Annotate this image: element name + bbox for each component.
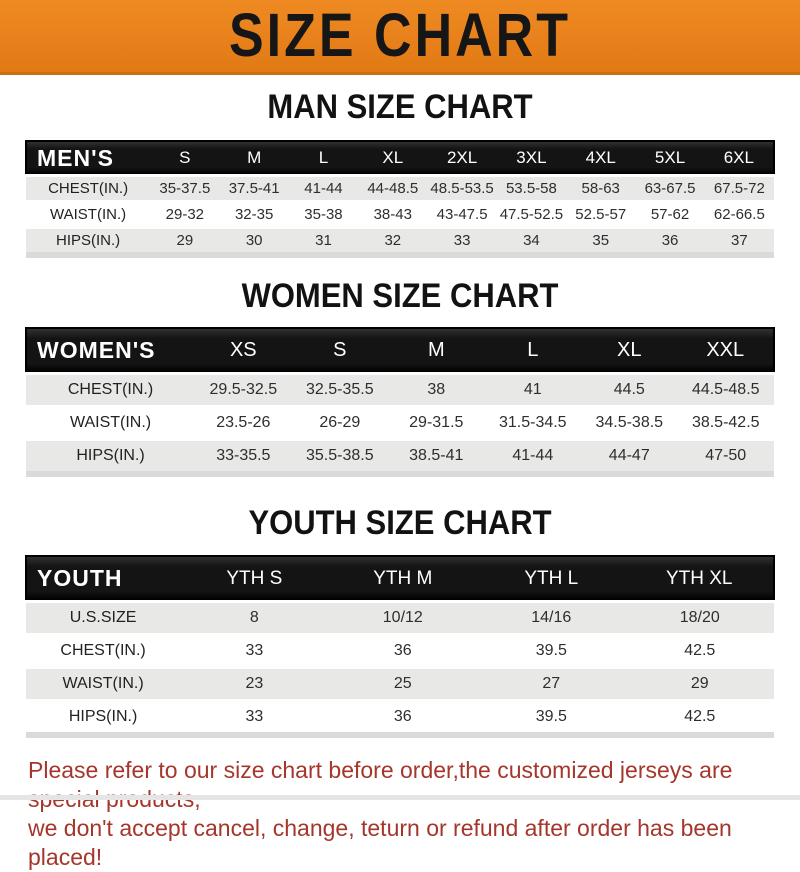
youth-section-title: YOUTH SIZE CHART bbox=[248, 503, 552, 542]
size-value: 38 bbox=[427, 381, 446, 398]
footer-line-1: Please refer to our size chart before order,the customized jerseys are bbox=[28, 757, 733, 783]
size-value: 47-50 bbox=[705, 447, 747, 464]
size-value: 47.5-52.5 bbox=[499, 206, 564, 223]
women-table-row bbox=[26, 407, 774, 440]
size-value: 44-47 bbox=[608, 447, 650, 464]
size-value: 41 bbox=[523, 381, 542, 398]
size-value: 62-66.5 bbox=[713, 206, 765, 223]
banner bbox=[0, 0, 800, 75]
men-size-column-header: 3XL bbox=[497, 141, 566, 176]
women-size-column-header: XL bbox=[581, 328, 677, 374]
youth-table-row bbox=[26, 701, 774, 736]
size-value: 8 bbox=[249, 609, 259, 626]
row-label: HIPS(IN.) bbox=[68, 708, 138, 725]
size-value: 37 bbox=[731, 232, 748, 249]
size-value: 32.5-35.5 bbox=[306, 381, 374, 398]
men-table-row bbox=[26, 176, 774, 202]
size-value: 23.5-26 bbox=[216, 414, 271, 431]
size-value: 34 bbox=[523, 232, 540, 249]
row-label: WAIST(IN.) bbox=[62, 675, 144, 692]
size-value: 38-43 bbox=[373, 206, 412, 223]
size-value: 44.5-48.5 bbox=[691, 381, 760, 398]
youth-table-row bbox=[26, 668, 774, 701]
size-value: 29 bbox=[690, 675, 709, 692]
size-value: 35 bbox=[592, 232, 610, 249]
men-size-column-header: 6XL bbox=[705, 141, 774, 176]
size-value: 44.5 bbox=[613, 381, 645, 398]
size-value: 18/20 bbox=[679, 609, 720, 626]
footer-note bbox=[28, 756, 776, 872]
size-value: 36 bbox=[393, 708, 412, 725]
size-value: 39.5 bbox=[535, 642, 567, 659]
size-value: 29.5-32.5 bbox=[209, 381, 278, 398]
men-size-column-header: L bbox=[289, 141, 358, 176]
man-section-title: MAN SIZE CHART bbox=[267, 87, 533, 126]
bottom-strip bbox=[0, 795, 800, 800]
size-value: 29-32 bbox=[165, 206, 205, 223]
size-value: 58-63 bbox=[581, 180, 620, 197]
youth-size-column-header: YTH XL bbox=[626, 556, 774, 602]
row-label: U.S.SIZE bbox=[69, 609, 137, 626]
size-value: 67.5-72 bbox=[713, 180, 765, 197]
women-size-column-header: L bbox=[485, 328, 581, 374]
size-value: 57-62 bbox=[650, 206, 690, 223]
men-size-table bbox=[25, 140, 775, 258]
size-value: 43-47.5 bbox=[436, 206, 488, 223]
size-value: 35-37.5 bbox=[159, 180, 211, 197]
women-size-column-header: XS bbox=[195, 328, 291, 374]
size-value: 29-31.5 bbox=[409, 414, 464, 431]
size-value: 14/16 bbox=[531, 609, 572, 626]
size-value: 35-38 bbox=[304, 206, 343, 223]
men-size-column-header: S bbox=[150, 141, 219, 176]
youth-size-column-header: YTH M bbox=[329, 556, 477, 602]
size-value: 42.5 bbox=[684, 642, 716, 659]
row-label: HIPS(IN.) bbox=[56, 232, 121, 249]
banner-title: SIZE CHART bbox=[229, 1, 571, 71]
youth-size-column-header: YTH S bbox=[180, 556, 328, 602]
size-value: 34.5-38.5 bbox=[595, 414, 664, 431]
men-table-row bbox=[26, 228, 774, 256]
row-label: CHEST(IN.) bbox=[67, 381, 154, 398]
size-value: 38.5-42.5 bbox=[691, 414, 760, 431]
footer-line-2: we don't accept cancel, change, teturn or refund after order has been placed! bbox=[28, 815, 732, 870]
size-value: 39.5 bbox=[535, 708, 567, 725]
size-value: 31 bbox=[315, 232, 332, 249]
youth-table-row bbox=[26, 602, 774, 635]
row-label: WAIST(IN.) bbox=[69, 414, 152, 431]
men-size-column-header: 4XL bbox=[566, 141, 635, 176]
size-value: 31.5-34.5 bbox=[498, 414, 567, 431]
men-header-row bbox=[26, 141, 774, 176]
youth-size-column-header: YTH L bbox=[477, 556, 625, 602]
size-value: 27 bbox=[542, 675, 561, 692]
size-value: 33 bbox=[245, 642, 264, 659]
youth-table-row bbox=[26, 635, 774, 668]
women-size-column-header: XXL bbox=[678, 328, 775, 374]
youth-size-table bbox=[25, 555, 775, 738]
women-size-column-header: S bbox=[292, 328, 388, 374]
size-value: 42.5 bbox=[684, 708, 716, 725]
men-corner-label: MEN'S bbox=[26, 141, 150, 176]
size-value: 37.5-41 bbox=[228, 180, 280, 197]
size-value: 33-35.5 bbox=[216, 447, 271, 464]
men-size-column-header: XL bbox=[358, 141, 427, 176]
size-value: 63-67.5 bbox=[644, 180, 696, 197]
size-value: 32-35 bbox=[234, 206, 274, 223]
size-value: 38.5-41 bbox=[409, 447, 464, 464]
youth-header-row bbox=[26, 556, 774, 602]
size-value: 48.5-53.5 bbox=[430, 180, 494, 197]
women-corner-label: WOMEN'S bbox=[26, 328, 195, 374]
men-size-column-header: 2XL bbox=[427, 141, 496, 176]
row-label: CHEST(IN.) bbox=[60, 642, 146, 659]
men-table-row bbox=[26, 202, 774, 228]
women-size-column-header: M bbox=[388, 328, 484, 374]
size-value: 26-29 bbox=[319, 414, 361, 431]
women-table-row bbox=[26, 440, 774, 475]
women-size-table bbox=[25, 327, 775, 477]
women-section-title: WOMEN SIZE CHART bbox=[241, 276, 559, 315]
row-label: CHEST(IN.) bbox=[48, 180, 129, 197]
size-value: 41-44 bbox=[304, 180, 343, 197]
women-table-row bbox=[26, 374, 774, 407]
size-value: 44-48.5 bbox=[367, 180, 419, 197]
men-size-column-header: M bbox=[220, 141, 289, 176]
size-value: 10/12 bbox=[382, 609, 423, 626]
youth-corner-label: YOUTH bbox=[26, 556, 180, 602]
row-label: HIPS(IN.) bbox=[76, 447, 145, 464]
women-header-row bbox=[26, 328, 774, 374]
size-value: 25 bbox=[393, 675, 412, 692]
size-value: 33 bbox=[453, 232, 471, 249]
size-value: 41-44 bbox=[512, 447, 554, 464]
size-value: 29 bbox=[176, 232, 194, 249]
men-size-column-header: 5XL bbox=[635, 141, 704, 176]
size-value: 35.5-38.5 bbox=[306, 447, 374, 464]
size-value: 23 bbox=[245, 675, 264, 692]
row-label: WAIST(IN.) bbox=[50, 206, 127, 223]
size-value: 30 bbox=[245, 232, 263, 249]
size-value: 33 bbox=[245, 708, 264, 725]
size-value: 52.5-57 bbox=[575, 206, 627, 223]
size-value: 36 bbox=[661, 232, 679, 249]
size-value: 36 bbox=[393, 642, 412, 659]
size-value: 53.5-58 bbox=[505, 180, 557, 197]
size-value: 32 bbox=[384, 232, 402, 249]
